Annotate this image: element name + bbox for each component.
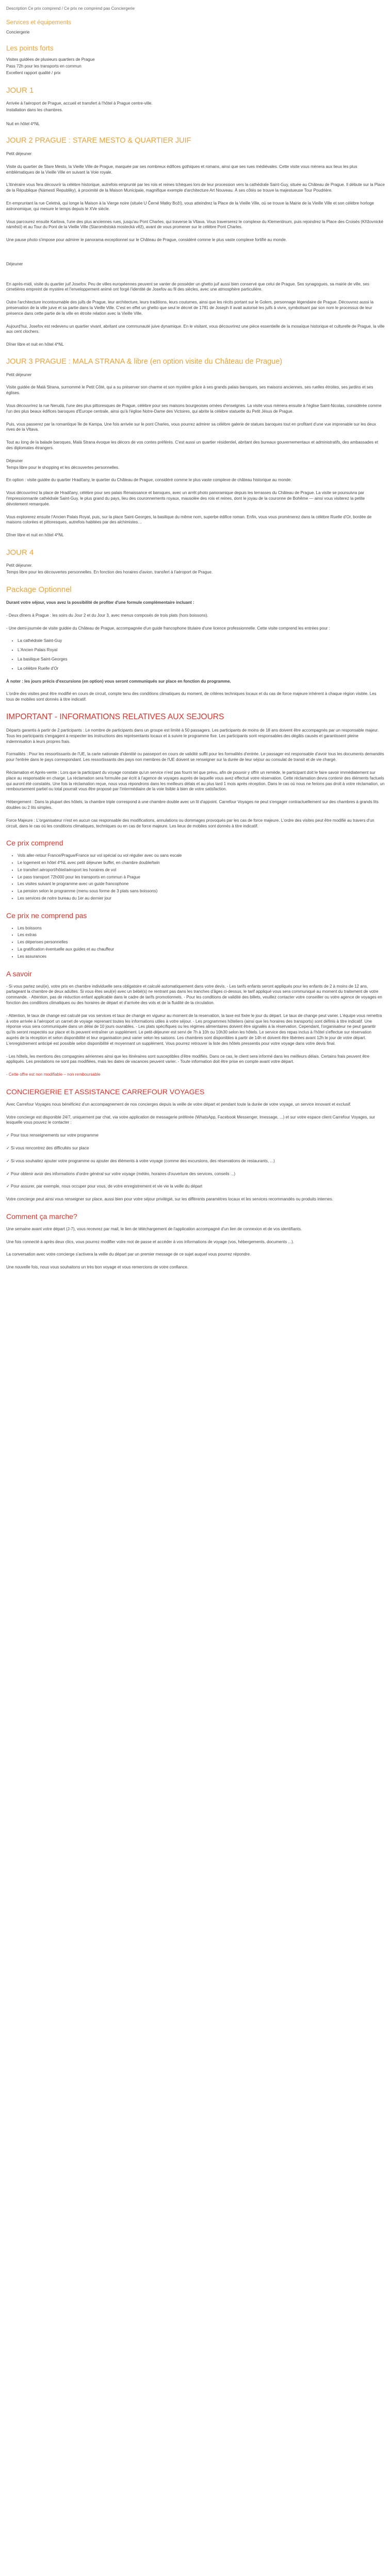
includes-item: • Vols aller-retour France/Prague/France sur vol spécial ou vol régulier avec ou sans escale bbox=[18, 853, 385, 859]
savoir-paragraph: - Si vous partez seul(e), votre prix en chambre individuelle sera obligatoire et calculé automatiquement dans votre devis. - Les tarifs enfants seront appliqués pour les enfants de 2 à moins de 12 ans, partageant la chambre de deux adultes. Si vous êtes seul(e) avec un bébé(s) ne rentrant pas dans les tranches d'âges ci-dessus, le tarif appliqué vous sera communiqué au moment du traitement de votre commande. - Attention, pas de réduction enfant applicable dans le cadre de tarifs promotionnels. - Pour les conditions de validité des billets, veuillez contacter votre conseiller ou votre agence de voyages en fonction des conditions climatiques ou des horaires de départ et d'arrivée des vols et de la fluidité de la circulation. bbox=[6, 984, 382, 1005]
day-3-paragraph: Puis, vous passerez par la romantique île de Kampa. Une fois arrivée sur le pont Charles, vous pourrez admirer sa célèbre galerie de statues baroques tout en profitant d'une vue imprenable sur les deux rives de la Vltava. bbox=[6, 421, 377, 432]
day-3-paragraph: Vous explorerez ensuite l'Ancien Palais Royal, puis, sur la place Saint-Georges, la basilique du même nom, superbe édifice roman. Enfin, vous vous promènerez dans la célèbre Ruelle d'Or, bordée de maisons colorées et pittoresques, autrefois habitées par des alchimistes… bbox=[6, 514, 372, 525]
package-list-item: • La basilique Saint-Georges bbox=[18, 657, 385, 663]
day-3-paragraph: Vous découvrirez la rue Nerudá, l'une des plus pittoresques de Prague, célèbre pour ses maisons bourgeoises ornées d'enseignes. La visite vous mènera ensuite à l'église Saint-Nicolas, considérée comme l'un des plus beaux édifices baroques d'Europe centrale, ainsi qu'à l'église Notre-Dame des Victoires, qui abrite la célèbre statuette du Petit Jésus de Prague. bbox=[6, 403, 382, 414]
spacer bbox=[6, 275, 385, 282]
savoir-paragraph: - Attention, le taux de change est calculé par vos services et taux de change en vigueur au moment de la reservation, la taxe est fixée le jour du départ. Le taux de change peut varier. L'équipe vous remettra à votre arrivée à l'aéroport un carnet de voyage reprenant toutes les informations utiles à votre séjour. - Les programmes hôteliers (ainsi que les horaires des transports) sont définis à titre indicatif. Une réponse vous sera communiquée dans un délai de 10 jours ouvrables. - Les plats spécifiques ou les régimes alimentaires doivent être signalés à la réservation. Cependant, l'organisateur ne peut garantir qu'ils seront respectés sur place et ils peuvent entraîner un supplément. Le petit-déjeuner est servi de 7h à 10h ou 10h30 selon les hôtels. Le service des repas inclus à l'hôtel s'effectue sur réservation auprès de la réception et selon disponibilité et leur organisation peut varier selon les saisons. Les chambres sont disponibles à partir de 14h et doivent être libérées avant 12h le jour de votre départ. L'enregistrement anticipé est possible selon disponibilité et moyennant un supplément. Vous pourrez retrouver la liste des hôtels pressentis pour votre voyage dans votre devis final. bbox=[6, 1013, 382, 1046]
day-2-paragraph: L'itinéraire vous fera découvrir la célèbre historique, autrefois emprunté par les rois et reines tchèques lors de leur procession vers la cathédrale Saint-Guy, située au Château de Prague. Il débute sur la Place de la République (Námestí Republiky), à proximité de la Maison Municipale, magnifique exemple d'architecture Art Nouveau. À ses côtés se trouve la majestueuse Tour Poudrière. bbox=[6, 182, 385, 193]
how-it-works-paragraph: Une nouvelle fois, nous vous souhaitons un très bon voyage et vous remercions de votre confiance. bbox=[6, 1265, 189, 1270]
day-2-paragraph: En empruntant la rue Celetná, qui longe la Maison à la Vierge noire (située U Černé Matky Boží), vous atteindrez la Place de la Vieille Ville, où se trouve la Mairie de la Vieille Ville et son célèbre horloge astronomique, qui mesure le temps depuis le XVe siècle. bbox=[6, 200, 374, 211]
includes-item: • Les visites suivant le programme avec un guide francophone bbox=[18, 882, 385, 887]
excludes-item: • Les assurances bbox=[18, 954, 385, 960]
important-paragraph: Hébergement : Dans la plupart des hôtels, la chambre triple correspond à une chambre double avec un lit d'appoint. Carrefour Voyages ne peut s'engager contractuellement sur des chambres à grands lits doubles ou 2 lits simples. bbox=[6, 800, 379, 810]
savoir-title: A savoir bbox=[6, 969, 32, 978]
savoir-paragraph: - Les hôtels, les mentions des compagnies aériennes ainsi que les itinéraires sont susceptibles d'être modifiés. Dans ce cas, le client sera informé dans les meilleurs délais. Certains frais peuvent être appliqués. Les prestations ne sont pas modifiées, mais les dates de vacances peuvent varier. - Toute information doit être prise en compte avant votre départ. bbox=[6, 1054, 370, 1064]
breadcrumb[interactable]: Description Ce prix comprend / Ce prix ne comprend pas Conciergerie bbox=[6, 6, 135, 11]
conciergerie-benefit: ✓ Pour tous renseignements sur votre programme bbox=[6, 1133, 99, 1138]
spacer bbox=[6, 250, 385, 262]
conciergerie-benefit: ✓ Pour obtenir avoir des informations d'ordre général sur votre voyage (météo, horaires d'ouverture des services, conseils ...) bbox=[6, 1171, 236, 1176]
conciergerie-paragraph: Votre concierge est disponible 24/7, uniquement par chat, via votre application de messagerie préférée (WhatsApp, Facebook Messenger, Imessage, ...) et sur votre espace client Carrefour Voyages, sur lesquelle vous pouvez le contacter : bbox=[6, 1114, 376, 1125]
excludes-item: • La gratification éventuelle aux guides et au chauffeur bbox=[18, 947, 385, 953]
day-2-paragraph: Vous parcourez ensuite Karlova, l'une des plus anciennes rues, jusqu'au Pont Charles, qui traverse la Vltava. Vous traverserez le complexe du Klementinum, puis rejoindrez la Place des Croisés (Křižovnické náměstí) et au Tour du Pont de la Vieille Ville (Staroměstská mostecká věž), avant de vous promener sur le célèbre Pont Charles. bbox=[6, 219, 383, 230]
day-4-title: JOUR 4 bbox=[6, 548, 34, 557]
package-list bbox=[6, 638, 385, 671]
how-it-works-paragraph: Une fois connecté à après deux clics, vous pourrez modifier votre mot de passe et accéder à vos informations de voyage (vos, hébergements, documents ...). bbox=[6, 1239, 295, 1244]
forts-item: Visites guidées de plusieurs quartiers de Prague bbox=[6, 57, 95, 62]
conciergerie-label: Conciergerie bbox=[6, 30, 30, 35]
day-2-lunch: Déjeuner bbox=[6, 261, 23, 266]
excludes-list bbox=[6, 926, 385, 960]
day-2-paragraph: Outre l'architecture incontournable des juifs de Prague, leur architecture, leurs traditions, leurs coutumes, ainsi que les récits portant sur le Golem, personnage légendaire de Prague. Découvrez aussi la préservation de la ville juive et sa partie dans la Vieille Ville. C'est en effet un ghetto que seul le décret de 1781 de Joseph II avait autorisé les juifs à vivre, symbolisant par son nom le processus de leur présence dans cette partie de la ville en étroite relation avec la Vieille Ville. bbox=[6, 300, 374, 316]
day-3-paragraph: Tout au long de la balade baroques, Malá Strana évoque les décors de vos contes préférés. C'est aussi un quartier résidentiel, abritant des bureaux gouvernementaux et administratifs, des ambassades et des diplomates étrangers. bbox=[6, 440, 379, 450]
important-paragraph: Départs garantis à partir de 2 participants : Le nombre de participants dans un groupe est limité à 50 passagers. Les participants de moins de 18 ans doivent être accompagnés par un responsable majeur. Tous les participants s'engagent à respecter les instructions des représentants locaux et à suivre le programme fixe. Les participants sont responsables des dégâts causés et garantissent pleine indemnisation à leurs propres frais. bbox=[6, 727, 379, 744]
package-list-item: • L'Ancien Palais Royal bbox=[18, 648, 385, 653]
package-note-2: L'ordre des visites peut être modifié en cours de circuit, compte tenu des conditions climatiques du moment, de critères techniques locaux et du cas de force majeure inhérent à chaque région visitée. Les tous de mobiles sont donnés à titre indicatif. bbox=[6, 691, 377, 702]
spacer bbox=[6, 114, 385, 122]
day-2-paragraph: Visite du quartier de Stare Mesto, la Vieille Ville de Prague, marquée par ses nombreux édifices gothiques et romans, ainsi que ses rues médiévales. Cette visite vous mènera aux lieux les plus emblématiques de la Vieille Ville en suivant la Voie royale. bbox=[6, 164, 357, 175]
conciergerie-title: CONCIERGERIE ET ASSISTANCE CARREFOUR VOYAGES bbox=[6, 1087, 205, 1096]
conciergerie-benefit: ✓ Pour assurer, par exemple, nous occuper pour vous, de votre enregistrement et vie vie la veille du départ bbox=[6, 1184, 203, 1189]
day-2-breakfast: Petit déjeuner bbox=[6, 151, 32, 156]
package-title: Package Optionnel bbox=[6, 585, 72, 594]
package-line: - Une demi-journée de visite guidée du Château de Prague, accompagnée d'un guide francophone titulaire d'une licence professionnelle. Cette visite comprend les entrées pour : bbox=[6, 625, 330, 631]
package-line: - Deux dîners à Prague : les soirs du Jour 2 et du Jour 3, avec menus composés de trois plats (hors boissons). bbox=[6, 613, 208, 618]
day-4-paragraph: Temps libre pour les découvertes personnelles. En fonction des horaires d'avion, transfert à l'aéroport de Prague. bbox=[6, 570, 213, 575]
includes-list bbox=[6, 853, 385, 902]
excludes-item: • Les boissons bbox=[18, 926, 385, 931]
package-note: À noter : les jours précis d'excursions (en option) vous seront communiqués sur place en fonction du programme. bbox=[6, 679, 231, 684]
forts-item: Excellent rapport qualité / prix bbox=[6, 70, 61, 75]
day-1-line: Nuit en hôtel 4*NL bbox=[6, 121, 40, 126]
includes-item: • Les services de notre bureau du 1er au dernier jour bbox=[18, 896, 385, 902]
conciergerie-paragraph: Avec Carrefour Voyages nous bénéficiez d'un accompagnement de nos concierges depuis la veille de votre départ et pendant toute la durée de votre voyage, un service innovant et exclusif. bbox=[6, 1101, 351, 1107]
day-2-dinner: Dîner libre et nuit en hôtel 4*NL bbox=[6, 342, 64, 347]
forts-title: Les points forts bbox=[6, 44, 54, 53]
important-paragraph: Réclamation et Après-vente : Lors que la participant du voyage constate qu'un service n'est pas fourni tel que prévu, afin de pouvoir y offrir un remède, le participant doit le faire savoir immédiatement sur place au responsable en charge. La réclamation sera formulée par écrit à l'agence de voyages auprès de laquelle vous avez effectué votre réservation. Cette réclamation devra contenir des éléments factuels qui auront été constatés. Une fois la réclamation reçue, nous vous répondrons dans les meilleurs délais et au plus tard 1 mois après réception. Dans le cas où nous ne ferions pas droit à votre réclamation, un remboursement partiel ou total pourrait vous être proposé par l'intermédiaire de la voie lisible à bien de votre satisfaction. bbox=[6, 770, 385, 792]
important-paragraph: Force Majeure : L'organisateur n'est en aucun cas responsable des modifications, annulations ou dommages provoqués par les cas de force majeure. L'ordre des visites peut être modifié au travers d'un circuit, dans le cas où les conditions climatiques, techniques ou en cas de force majeure. Les lieux de mobiles sont donnés à titre indicatif. bbox=[6, 818, 374, 828]
day-2-paragraph: Une pause photo s'impose pour admirer le panorama exceptionnel sur le Château de Prague, considéré comme le plus vaste complexe fortifié au monde. bbox=[6, 238, 287, 243]
day-1-line: Arrivée à l'aéroport de Prague, accueil et transfert à l'hôtel à Prague centre-ville. bbox=[6, 100, 153, 106]
day-1-title: JOUR 1 bbox=[6, 86, 34, 95]
conciergerie-paragraph: Votre concierge peut ainsi vous renseigner sur place, aussi bien pour votre séjour privilégié, sur les différents paramètres locaux et les services recommandés ou produits internes. bbox=[6, 1197, 333, 1202]
forts-list bbox=[6, 57, 385, 76]
important-title: IMPORTANT - INFORMATIONS RELATIVES AUX SEJOURS bbox=[6, 713, 224, 722]
includes-item: • Le logement en hôtel 4*NL avec petit déjeuner buffet, en chambre double/twin bbox=[18, 860, 385, 866]
how-it-works-title: Comment ça marche? bbox=[6, 1212, 77, 1221]
how-it-works-paragraph: Une semaine avant votre départ (J-7), vous recevrez par mail, le lien de téléchargement de l'application accompagné d'un lien de connexion et de vos identifiants. bbox=[6, 1226, 302, 1231]
excludes-item: • Les dépenses personnelles bbox=[18, 940, 385, 945]
day-1-line: Installation dans les chambres. bbox=[6, 107, 63, 112]
day-4-breakfast: Petit déjeuner. bbox=[6, 563, 33, 568]
includes-item: • Le pass transport 72h000 pour les transports en commun à Prague bbox=[18, 875, 385, 880]
day-3-lunch: Déjeuner bbox=[6, 458, 23, 463]
services-title: Services et équipements bbox=[6, 19, 71, 26]
day-3-paragraph: Temps libre pour le shopping et les découvertes personnelles. bbox=[6, 465, 120, 470]
excludes-item: • Les extras bbox=[18, 933, 385, 938]
how-it-works-paragraph: La conversation avec votre concierge s'activera la veille du départ par un premier message de ce sujet auquel vous pourrez répondre. bbox=[6, 1252, 251, 1257]
includes-item: • Le transfert aéroport/hôtel/aéroport les horaires de vol bbox=[18, 868, 385, 873]
day-3-paragraph: Vous découvrirez la place de Hradčany, célèbre pour ses palais Renaissance et baroques, avec un arrêt photo panoramique depuis les terrasses du Château de Prague. La visite se poursuivra par l'impressionnante cathédrale Saint-Guy, le plus grand du pays, lieu des couronnements royaux, mausolée des rois et reines, dont le joyau de la couronne de Bohême — ainsi vous visiterez la petite dévotement remarquée. bbox=[6, 490, 365, 506]
day-2-paragraph: Aujourd'hui, Josefov est redevenu un quartier vivant, abritant une communauté juive dynamique. En le visitant, vous découvrirez une pièce essentielle de la mosaïque historique et culturelle de Prague, la ville aux cent clochers. bbox=[6, 324, 385, 334]
day-3-dinner: Dîner libre et nuit en hôtel 4*NL bbox=[6, 533, 64, 538]
package-list-item: • La cathédrale Saint-Guy bbox=[18, 638, 385, 644]
day-3-title: JOUR 3 PRAGUE : MALA STRANA & libre (en option visite du Château de Prague) bbox=[6, 358, 283, 366]
conciergerie-benefit: ✓ Si vous rencontrez des difficultés sur place bbox=[6, 1145, 89, 1150]
includes-item: • La pension selon le programme (menu sous forme de 3 plats sans boissons) bbox=[18, 889, 385, 894]
day-2-paragraph: En après-midi, visite du quartier juif Josefov. Peu de villes européennes peuvent se vanter de posséder un ghetto juif aussi bien conservé que celui de Prague. Ses synagogues, sa mairie de ville, ses cimetières empreint de mystère et l'enveloppement animé ont forgé l'identité de Josefov au fil des siècles, avec une atmosphère particulière. bbox=[6, 281, 369, 292]
important-paragraph: Formalités : Pour les ressortissants de l'UE, la carte nationale d'identité ou passeport en cours de validité suffit pour les formalités d'entrée. Le passager est responsable d'avoir tous les documents demandés pour l'entrée dans le pays correspondant. Les ressortissants des pays non membres de l'UE doivent se renseigner sur la durée de leur séjour au consulat de transit et de vie chargé. bbox=[6, 752, 384, 762]
non-refundable-note: - Cette offre est non modifiable – non remboursable bbox=[6, 1072, 101, 1077]
excludes-title: Ce prix ne comprend pas bbox=[6, 911, 87, 920]
day-3-paragraph: Visite guidée de Malá Strana, surnommé le Petit Côté, qui a su préserver son charme et son mystère grâce à ses grands palais baroques, ses maisons anciennes, ses ruelles étroites, ses jardins et ses églises. bbox=[6, 385, 373, 396]
day-3-breakfast: Petit déjeuner bbox=[6, 372, 32, 377]
includes-title: Ce prix comprend bbox=[6, 839, 63, 848]
package-intro: Durant votre séjour, vous avez la possibilité de profiter d'une formule complémentaire incluant : bbox=[6, 600, 194, 605]
package-list-item: • La célèbre Ruelle d'Or bbox=[18, 666, 385, 672]
day-3-paragraph: En option : visite guidée du quartier Hradčany, le quartier du Château de Prague, considéré comme le plus vaste complexe de château historique au monde. bbox=[6, 478, 292, 483]
conciergerie-benefit: ✓ Si vous souhaitez ajouter votre programme ou ajouter des éléments à votre voyage (comme des excursions, des réservations de restaurants, ...) bbox=[6, 1158, 275, 1163]
forts-item: Pass 72h pour les transports en commun bbox=[6, 64, 82, 69]
day-2-title: JOUR 2 PRAGUE : STARE MESTO & QUARTIER JUIF bbox=[6, 137, 191, 145]
